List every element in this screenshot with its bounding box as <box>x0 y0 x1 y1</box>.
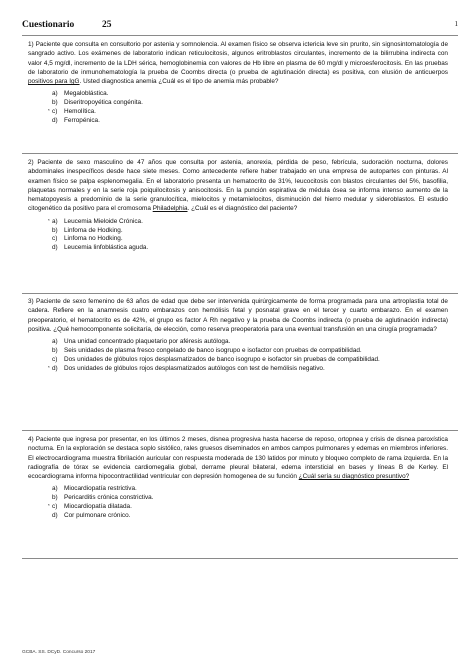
option-a[interactable] <box>28 218 448 227</box>
option-text: Hemolítica. <box>64 108 96 116</box>
question-divider <box>22 430 458 431</box>
page-header <box>22 20 458 34</box>
option-text: Diseritropoyética congénita. <box>64 99 143 107</box>
question-text-part: 3) Paciente de sexo femenino de 63 años de edad que debe ser intervenida quirúrgicamente de forma programada para una artroplastia total de cadera. Refiere en la anamnesis cuatro embarazos con hemólisis fetal y posnatal grave en el tercer y cuarto embarazo. En el examen preoperatorio, el hematocrito es de 42%, el grupo es factor A Rh negativo y la prueba de Coombs indirecta (o prueba de aglutinación indirecta) positiva. ¿Qué hemocomponente solicitaría, de elección, como reserva preoperatoria para una eventual transfusión en una cirugía programada? <box>28 298 448 333</box>
document-title: Cuestionario <box>22 20 75 30</box>
option-c[interactable] <box>28 235 448 244</box>
option-text: Dos unidades de glóbulos rojos desplasmatizados de banco isogrupo e isofactor sin pruebas de compatibilidad. <box>64 355 380 363</box>
question-text-part: 1) Paciente que consulta en consultorio por astenia y somnolencia. Al examen físico se observa ictericia leve sin prurito, sin signosintomatología de sangrado activo. Los exámenes de laboratorio indican reticulocitosis, algunos eritroblastos circulantes, incremento de la bilirrubina indirecta con valor 4,5 mg/dl, incremento de la LDH sérica, hemoglobinemia con valores de Hb libre en plasma de 60 mg/dl y microesferocitosis. En las pruebas de laboratorio de inmunohematología la prueba de Coombs directa (o prueba de aglutinación directa) es positiva, con elusión de anticuerpos <box>28 41 448 76</box>
question-4 <box>28 435 448 521</box>
option-a[interactable] <box>28 90 448 99</box>
option-letter: d) <box>52 364 58 372</box>
question-2 <box>28 158 448 253</box>
question-1 <box>28 40 448 126</box>
question-text-underlined: positivos para IgG <box>28 78 80 86</box>
question-divider <box>22 558 458 559</box>
answer-mark: * <box>48 364 50 370</box>
option-letter: a) <box>52 338 58 346</box>
option-letter: b) <box>52 494 58 502</box>
option-letter: c) <box>52 355 58 363</box>
question-text-underlined: ¿Cuál sería su diagnóstico presuntivo? <box>298 473 410 481</box>
option-text: Miocardiopatía restrictiva. <box>64 485 137 493</box>
question-text <box>28 40 448 86</box>
question-text-part: . Usted diagnostica anemia ¿Cuál es el tipo de anemia más probable? <box>79 78 279 86</box>
option-text: Seis unidades de plasma fresco congelado de banco isogrupo e isofactor con pruebas de compatibilidad. <box>64 346 362 354</box>
header-divider <box>22 35 458 36</box>
option-text: Linfoma no Hodking. <box>64 235 123 243</box>
option-letter: a) <box>52 90 58 98</box>
option-c[interactable] <box>28 503 448 512</box>
option-text: Cor pulmonare crónico. <box>64 511 131 519</box>
page-footer: GCBA. SS. DCyD. Concurso 2017 <box>22 650 96 655</box>
questionnaire-number: 25 <box>102 20 112 30</box>
question-text <box>28 435 448 481</box>
option-text: Linfoma de Hodking. <box>64 226 123 234</box>
option-text: Pericarditis crónica constrictiva. <box>64 494 154 502</box>
answer-mark: * <box>48 217 50 223</box>
option-letter: d) <box>52 116 58 124</box>
option-b[interactable] <box>28 99 448 108</box>
option-d[interactable] <box>28 244 448 253</box>
option-d[interactable] <box>28 117 448 126</box>
option-text: Ferropénica. <box>64 116 100 124</box>
option-letter: d) <box>52 511 58 519</box>
option-letter: b) <box>52 226 58 234</box>
option-b[interactable] <box>28 227 448 236</box>
option-text: Dos unidades de glóbulos rojos desplasmatizados autólogos con test de hemólisis negativo. <box>64 364 325 372</box>
page-number: 1 <box>454 20 458 28</box>
option-letter: a) <box>52 217 58 225</box>
option-text: Leucemia linfoblástica aguda. <box>64 244 149 252</box>
option-c[interactable] <box>28 356 448 365</box>
option-letter: c) <box>52 108 58 116</box>
option-text: Megaloblástica. <box>64 90 109 98</box>
options-list <box>28 218 448 253</box>
options-list <box>28 90 448 125</box>
option-text: Una unidad concentrado plaquetario por aféresis autóloga. <box>64 338 231 346</box>
option-b[interactable] <box>28 347 448 356</box>
option-d[interactable] <box>28 365 448 374</box>
options-list <box>28 485 448 520</box>
option-letter: c) <box>52 235 58 243</box>
option-d[interactable] <box>28 512 448 521</box>
option-b[interactable] <box>28 494 448 503</box>
answer-mark: * <box>48 503 50 509</box>
option-c[interactable] <box>28 108 448 117</box>
option-letter: b) <box>52 346 58 354</box>
option-text: Miocardiopatía dilatada. <box>64 503 132 511</box>
option-letter: c) <box>52 503 58 511</box>
option-letter: d) <box>52 244 58 252</box>
question-text <box>28 297 448 334</box>
question-text-part: 2) Paciente de sexo masculino de 47 años que consulta por astenia, anorexia, pérdida de peso, febrícula, sudoración nocturna, dolores abdominales inespecíficos desde hace siete meses. Como antecedente refiere haber trabajado en una empresa de autopartes con pinturas. Al examen físico se palpa esplenomegalia. En el laboratorio presenta un hematocrito de 31%, leucocitosis con blastos circulantes del 5%, basofilia, plaquetas normales y en la serie roja poiquilocitosis y anisocitosis. En la punción espirativa de médula ósea se informa intenso aumento de la hematopoyesis a predominio de la serie granulocítica, mielocitos y metamielocitos, disminución del hierro medular y sideroblastos. El estudio citogenético da positivo para el cromosoma <box>28 159 448 213</box>
question-divider <box>22 153 458 154</box>
question-text-underlined: Philadelphia <box>152 205 188 213</box>
option-a[interactable] <box>28 485 448 494</box>
options-list <box>28 338 448 373</box>
question-text-part: 4) Paciente que ingresa por presentar, en los últimos 2 meses, disnea progresiva hasta hacerse de reposo, ortopnea y crisis de disnea paroxística nocturna. En la exploración se destaca soplo sistólico, rales gruesos diseminados en ambos campos pulmonares y edemas en miembros inferiores. El electrocardiograma muestra fibrilación auricular con respuesta moderada de 130 latidos por minuto y bloqueo completo de rama izquierda. En la radiografía de tórax se evidencia cardiomegalia global, derrame pleural bilateral, edema intersticial en bases y líneas B de Kerley. El ecocardiograma informa hipocontractilidad ventricular con depresión homogenea de su función <box>28 436 448 481</box>
answer-mark: * <box>48 108 50 114</box>
question-text-part: . ¿Cuál es el diagnóstico del paciente? <box>187 205 298 213</box>
option-letter: b) <box>52 99 58 107</box>
question-3 <box>28 297 448 373</box>
option-text: Leucemia Mieloide Crónica. <box>64 217 143 225</box>
option-letter: a) <box>52 485 58 493</box>
question-divider <box>22 293 458 294</box>
question-text <box>28 158 448 214</box>
option-a[interactable] <box>28 338 448 347</box>
